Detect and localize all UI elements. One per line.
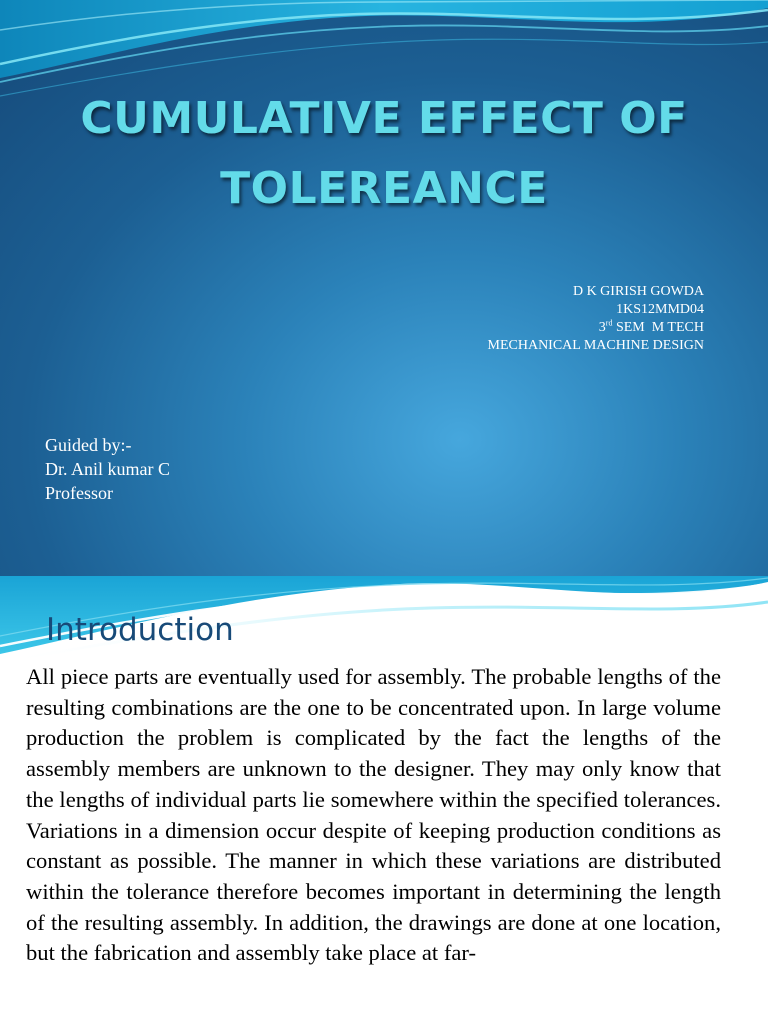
- guide-designation: Professor: [45, 483, 113, 503]
- slide-title: CUMULATIVE EFFECT OF TOLEREANCE: [80, 93, 688, 214]
- author-usn: 1KS12MMD04: [616, 302, 704, 317]
- author-semester: [488, 319, 704, 337]
- semester-program: SEM M TECH: [612, 320, 704, 335]
- guide-name: Dr. Anil kumar C: [45, 459, 170, 479]
- introduction-slide: [0, 576, 768, 1024]
- author-name: D K GIRISH GOWDA: [572, 284, 704, 299]
- author-department: MECHANICAL MACHINE DESIGN: [487, 338, 704, 353]
- intro-paragraph: All piece parts are eventually used for assembly. The probable lengths of the resulting combinations are the one to be concentrated upon. In large volume production the problem is complicated by the fact the lengths of the assembly members are unknown to the designer. They may only know that the lengths of individual parts lie somewhere within the specified tolerances. Variations in a dimension occur despite of keeping production conditions as constant as possible. The manner in which these variations are distributed within the tolerance therefore becomes important in determining the length of the resulting assembly. In addition, the drawings are done at one location, but the fabrication and assembly take place at far-: [26, 664, 721, 966]
- semester-number: 3: [598, 320, 606, 335]
- guide-label: Guided by:-: [45, 435, 132, 455]
- section-heading: Introduction: [46, 612, 234, 648]
- guide-block: [45, 433, 170, 505]
- semester-suffix: rd: [605, 318, 613, 328]
- author-block: [488, 283, 704, 355]
